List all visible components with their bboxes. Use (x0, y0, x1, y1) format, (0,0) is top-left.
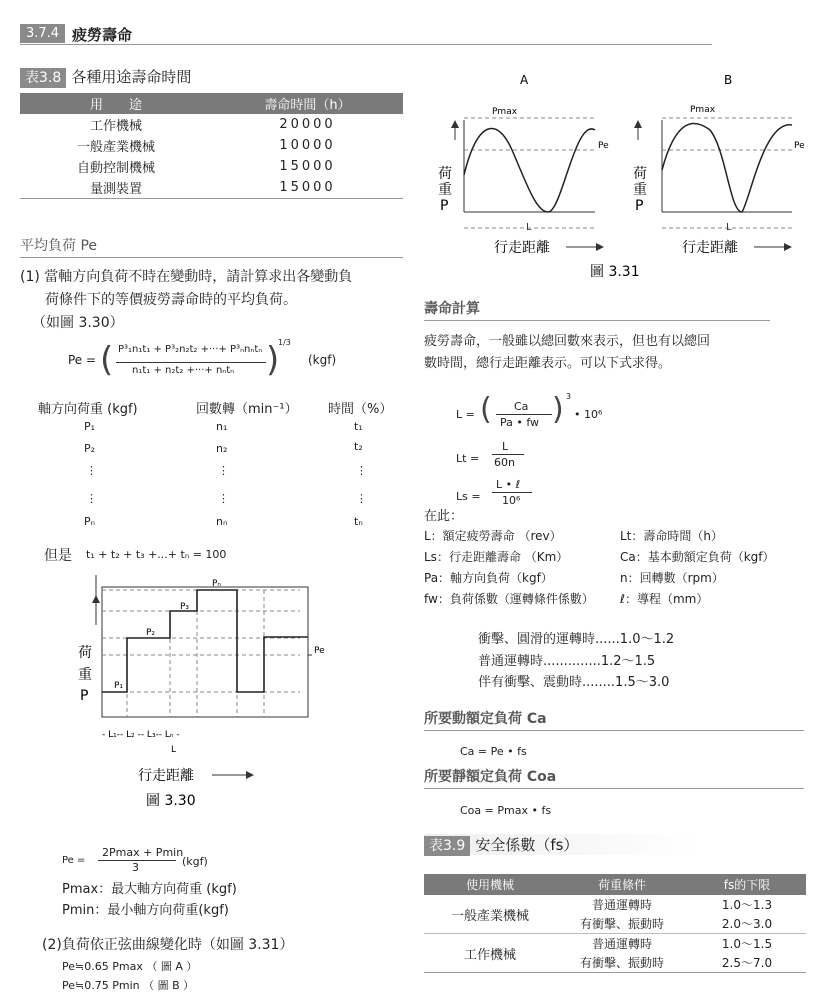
static-load-heading: 所要靜額定負荷 Coa (424, 766, 804, 789)
table-row: 有衝擊、振動時 2.5〜7.0 (424, 953, 806, 973)
y-label: 重 (78, 667, 92, 683)
section-title: 疲勞壽命 (72, 26, 133, 44)
svg-text:行走距離: 行走距離 (494, 240, 550, 256)
svg-text:Pe: Pe (314, 646, 325, 656)
list-item: ⋮ (356, 464, 367, 477)
item2-heading: (2)負荷依正弦曲線變化時（如圖 3.31） (42, 937, 294, 953)
svg-text:荷: 荷 (633, 166, 647, 182)
item1-line2: 荷條件下的等價疲勞壽命時的平均負荷。 (45, 292, 297, 308)
fw-row: 衝擊、圓滑的運轉時......1.0〜1.2 (478, 632, 675, 647)
life-line1: 疲勞壽命，一般雖以總回數來表示，但也有以總回 (424, 334, 711, 349)
table38-header: 用 途 (20, 93, 212, 114)
list-item: n₂ (216, 442, 228, 455)
svg-text:重: 重 (633, 182, 647, 198)
arrow-right-icon (784, 243, 792, 251)
svg-text:Pₙ: Pₙ (212, 579, 222, 589)
list-item: P₁ (84, 420, 96, 433)
dynamic-equation: Ca = Pe • fs (460, 745, 527, 758)
item2-a: Pe≒0.65 Pmax （ 圖 A ） (62, 960, 198, 973)
definition: Pa：軸方向負荷（kgf） (424, 571, 553, 585)
chart-b (633, 105, 805, 256)
svg-text:P₃: P₃ (180, 602, 190, 612)
definition: ℓ：導程（mm） (620, 592, 709, 606)
definition: Ca：基本動額定負荷（kgf） (620, 550, 775, 564)
zaici-label: 在此： (424, 509, 464, 524)
arrow-up-icon (634, 120, 642, 128)
fw-row: 普通運轉時..............1.2〜1.5 (478, 654, 656, 669)
load-curve (102, 590, 308, 692)
svg-text:- L₁-- L₂ -- L₃-- Lₙ -: - L₁-- L₂ -- L₃-- Lₙ - (102, 730, 180, 740)
table38 (20, 93, 403, 199)
lt-equation: Lt = L 60n (456, 440, 576, 474)
arrow-right-icon (596, 243, 604, 251)
table-row: 一般產業機械 10000 (76, 138, 336, 155)
x-axis-label: 行走距離 (138, 768, 194, 784)
static-equation: Coa = Pmax • fs (460, 804, 552, 817)
col-head-load: 軸方向荷重 (kgf) (38, 402, 138, 417)
table38-tag: 表3.8 (20, 68, 66, 88)
definition: L：額定疲勞壽命 （rev） (424, 529, 562, 543)
list-item: Pₙ (84, 515, 96, 528)
svg-text:Pe: Pe (598, 141, 609, 151)
table-row: 有衝擊、振動時 2.0〜3.0 (424, 914, 806, 934)
svg-text:L: L (171, 745, 177, 755)
list-item: t₁ (354, 420, 363, 433)
y-label: P (80, 688, 89, 704)
pe-equation: Pe = ( P³₁n₁t₁ + P³₂n₂t₂ +···+ P³ₙnₙtₙ n₁t₁ + n₂t₂ +···+ nₙtₙ ) 1/3 (kgf) (68, 338, 337, 380)
arrow-up-icon (92, 595, 100, 603)
table38-title: 各種用途壽命時間 (71, 68, 192, 86)
list-item: ⋮ (86, 492, 97, 505)
table39-caption (424, 834, 702, 855)
table-row: 一般產業機械 普通運轉時 1.0〜1.3 (424, 895, 806, 914)
plot-frame (102, 587, 308, 717)
item2-b: Pe≒0.75 Pmin （ 圖 B ） (62, 979, 195, 992)
svg-text:P: P (635, 198, 644, 214)
table38-caption (20, 66, 191, 87)
figure-caption: 圖 3.31 (590, 264, 640, 280)
table39-title: 安全係數（fs） (475, 836, 579, 854)
arrow-up-icon (451, 120, 459, 128)
l-equation: L = ( Ca Pa • fw ) 3 • 10⁶ (456, 392, 603, 429)
item1-line1: (1) 當軸方向負荷不時在變動時，請計算求出各變動負 (20, 269, 353, 285)
y-label: 荷 (78, 645, 92, 661)
svg-text:重: 重 (438, 182, 452, 198)
col-head-time: 時間（%） (328, 402, 393, 417)
svg-text:Pmax: Pmax (690, 105, 716, 115)
figure-caption: 圖 3.30 (146, 793, 196, 809)
list-item: ⋮ (218, 492, 229, 505)
svg-text:行走距離: 行走距離 (682, 240, 738, 256)
chart-a (438, 107, 609, 256)
definition: Ls：行走距離壽命 （Km） (424, 550, 569, 564)
list-item: ⋮ (356, 492, 367, 505)
list-item: n₁ (216, 420, 228, 433)
sine-curve-a (464, 128, 595, 212)
figure-3-30 (70, 575, 370, 810)
section-header (20, 24, 712, 45)
definition: fw：負荷係數（運轉條件係數） (424, 592, 594, 606)
list-item: nₙ (216, 515, 228, 528)
life-line2: 數時間，總行走距離表示。可以下式求得。 (424, 356, 672, 371)
table39-header: 荷重條件 (556, 874, 688, 895)
item1-line3: （如圖 3.30） (32, 315, 124, 331)
table39-header: 使用機械 (424, 874, 556, 895)
list-item: ⋮ (218, 464, 229, 477)
fw-row: 伴有衝擊、震動時........1.5〜3.0 (478, 675, 670, 690)
table-row: 工作機械 普通運轉時 1.0〜1.5 (424, 934, 806, 954)
pe-equation-2: Pe = 2Pmax + Pmin 3 (kgf) (62, 846, 208, 874)
list-item: tₙ (354, 515, 363, 528)
table-row: 工作機械 20000 (89, 117, 336, 134)
table-row: 自動控制機械 15000 (76, 159, 336, 176)
pmin-definition: Pmin：最小軸方向荷重(kgf) (62, 903, 229, 918)
list-item: P₂ (84, 442, 96, 455)
table38-header: 壽命時間（h） (212, 93, 403, 114)
sine-curve-b (662, 123, 792, 212)
list-item: ⋮ (86, 464, 97, 477)
arrow-right-icon (246, 771, 254, 779)
svg-text:B: B (724, 73, 733, 87)
table39-tag: 表3.9 (424, 836, 470, 856)
avg-load-heading: 平均負荷 Pe (20, 235, 403, 258)
table-row: 量測裝置 15000 (20, 177, 403, 199)
svg-text:P₂: P₂ (146, 628, 156, 638)
table39 (424, 874, 806, 973)
life-calc-heading: 壽命計算 (424, 298, 770, 321)
definition: Lt：壽命時間（h） (620, 529, 723, 543)
but-label: 但是 (44, 548, 72, 564)
definition: n：回轉數（rpm） (620, 571, 724, 585)
svg-text:A: A (520, 73, 529, 87)
dynamic-load-heading: 所要動額定負荷 Ca (424, 708, 804, 731)
svg-text:Pe: Pe (794, 141, 805, 151)
sum-equation: t₁ + t₂ + t₃ +...+ tₙ = 100 (86, 548, 227, 561)
svg-text:P: P (440, 198, 449, 214)
svg-text:P₁: P₁ (114, 681, 124, 691)
table39-header: fs的下限 (688, 874, 806, 895)
pmax-definition: Pmax：最大軸方向荷重 (kgf) (62, 882, 237, 897)
svg-text:荷: 荷 (438, 166, 452, 182)
figure-3-31 (430, 70, 828, 285)
svg-text:Pmax: Pmax (492, 107, 518, 117)
svg-text:L: L (526, 222, 532, 233)
section-number: 3.7.4 (20, 24, 65, 43)
col-head-rev: 回數轉（min⁻¹） (196, 402, 298, 417)
list-item: t₂ (354, 440, 363, 453)
svg-text:L: L (726, 222, 732, 233)
ls-equation: Ls = L • ℓ 10⁶ (456, 478, 576, 512)
